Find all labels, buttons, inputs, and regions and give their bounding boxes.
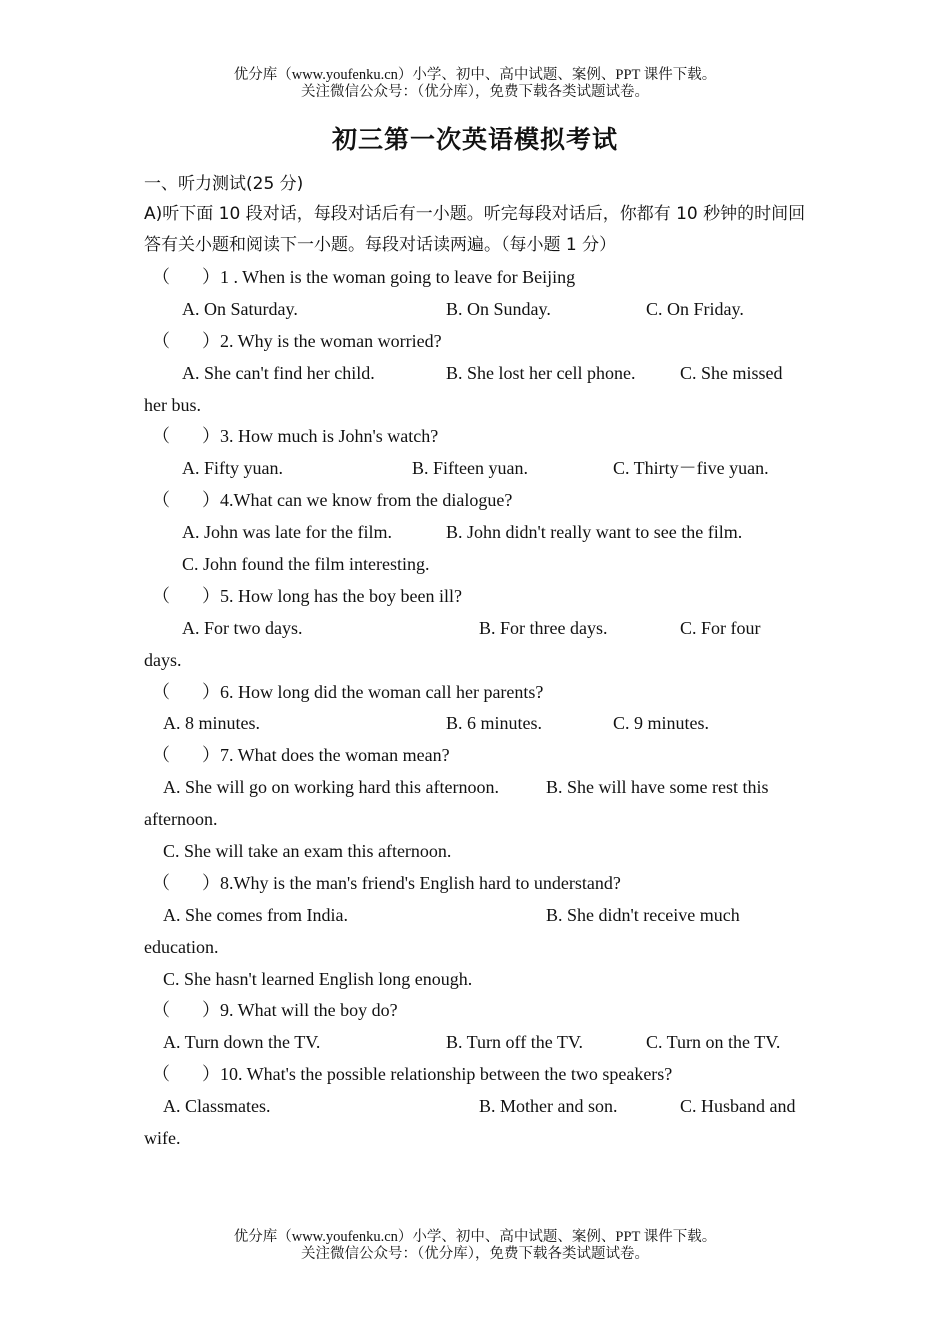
question-4 [144, 485, 824, 517]
options-row [144, 900, 824, 932]
option-c: C. John found the film interesting. [182, 554, 430, 575]
option-b: B. She lost her cell phone. [446, 362, 636, 383]
question-10 [144, 1059, 824, 1091]
option-a: A. On Saturday. [182, 298, 298, 319]
option-c: C. She hasn't learned English long enough. [163, 968, 473, 989]
option-a: A. 8 minutes. [163, 713, 260, 734]
answer-blank-open: （ [152, 681, 170, 702]
option-b: B. 6 minutes. [446, 713, 543, 734]
option-c: C. 9 minutes. [613, 713, 710, 734]
question-text: 4.What can we know from the dialogue? [220, 490, 513, 511]
option-continuation [144, 645, 824, 677]
answer-blank-open: （ [152, 426, 170, 447]
question-8 [144, 868, 824, 900]
option-b: B. For three days. [479, 617, 608, 638]
answer-blank-open: （ [152, 267, 170, 287]
answer-blank-close: ） [202, 872, 220, 893]
header-line-1: 优分库（www.youfenku.cn）小学、初中、高中试题、案例、PPT 课件下载。 [233, 67, 717, 83]
answer-blank-close: ） [202, 330, 220, 351]
option-c: C. For four [680, 617, 761, 638]
question-7 [144, 740, 824, 772]
option-a: A. Turn down the TV. [163, 1032, 321, 1053]
option-c-continued: days. [144, 649, 182, 670]
option-c: C. She will take an exam this afternoon. [163, 841, 452, 862]
option-b: B. On Sunday. [446, 298, 551, 319]
options-row [144, 1027, 824, 1059]
answer-blank-close: ） [202, 267, 220, 287]
answer-blank-close: ） [202, 681, 220, 702]
answer-blank-open: （ [152, 1000, 170, 1021]
answer-blank-open: （ [152, 1064, 170, 1085]
option-continuation [144, 932, 824, 964]
answer-blank-close: ） [202, 1064, 220, 1085]
answer-blank-close: ） [202, 585, 220, 606]
option-a: A. Classmates. [163, 1096, 271, 1117]
option-c-continued: wife. [144, 1128, 181, 1149]
options-row [144, 549, 824, 581]
section-heading: 一、听力测试(25 分) [144, 174, 304, 194]
options-row [144, 1091, 824, 1123]
page-title: 初三第一次英语模拟考试 [331, 125, 618, 154]
option-a: A. Fifty yuan. [182, 458, 283, 479]
option-b: B. Mother and son. [479, 1096, 618, 1117]
option-c-continued: her bus. [144, 394, 201, 415]
options-row [144, 294, 824, 326]
question-5 [144, 581, 824, 613]
footer-line-1: 优分库（www.youfenku.cn）小学、初中、高中试题、案例、PPT 课件下载。 [233, 1229, 717, 1245]
option-continuation [144, 1123, 824, 1155]
question-2 [144, 326, 824, 358]
answer-blank-open: （ [152, 872, 170, 893]
question-text: 5. How long has the boy been ill? [220, 585, 462, 606]
option-b: B. Fifteen yuan. [412, 458, 528, 479]
option-b-continued: education. [144, 936, 219, 957]
answer-blank-close: ） [202, 745, 220, 766]
page-header [0, 67, 950, 101]
option-a: A. John was late for the film. [182, 522, 392, 543]
question-list [144, 262, 824, 1155]
answer-blank-open: （ [152, 490, 170, 511]
option-b: B. Turn off the TV. [446, 1032, 584, 1053]
option-c: C. She missed [680, 362, 783, 383]
option-c: C. Turn on the TV. [646, 1032, 781, 1053]
question-text: 9. What will the boy do? [220, 1000, 398, 1021]
options-row [144, 772, 824, 804]
question-text: 6. How long did the woman call her parents? [220, 681, 544, 702]
options-row [144, 708, 824, 740]
footer-line-2: 关注微信公众号：（优分库），免费下载各类试题试卷。 [301, 1246, 649, 1262]
options-row [144, 836, 824, 868]
question-9 [144, 995, 824, 1027]
option-continuation [144, 804, 824, 836]
question-text: 1 . When is the woman going to leave for Beijing [220, 267, 576, 287]
question-text: 2. Why is the woman worried? [220, 330, 442, 351]
instructions: A)听下面 10 段对话，每段对话后有一小题。听完每段对话后，你都有 10 秒钟的时间回答有关小题和阅读下一小题。每段对话读两遍。（每小题 1 分） [144, 204, 806, 255]
answer-blank-close: ） [202, 426, 220, 447]
option-a: A. She comes from India. [163, 904, 348, 925]
option-a: A. She will go on working hard this afternoon. [163, 777, 499, 798]
option-b-continued: afternoon. [144, 809, 218, 830]
option-a: A. She can't find her child. [182, 362, 375, 383]
options-row [144, 964, 824, 996]
question-6 [144, 677, 824, 709]
option-continuation [144, 390, 824, 422]
question-text: 7. What does the woman mean? [220, 745, 450, 766]
options-row [144, 358, 824, 390]
option-a: A. For two days. [182, 617, 303, 638]
question-text: 10. What's the possible relationship between the two speakers? [220, 1064, 673, 1085]
question-text: 8.Why is the man's friend's English hard to understand? [220, 872, 621, 893]
option-c: C. Husband and [680, 1096, 796, 1117]
header-line-2: 关注微信公众号：（优分库），免费下载各类试题试卷。 [301, 84, 649, 100]
option-c: C. Thirty－five yuan. [613, 458, 769, 479]
page-footer [0, 1229, 950, 1263]
options-row [144, 453, 824, 485]
question-text: 3. How much is John's watch? [220, 426, 439, 447]
answer-blank-open: （ [152, 745, 170, 766]
question-3 [144, 421, 824, 453]
answer-blank-close: ） [202, 490, 220, 511]
answer-blank-close: ） [202, 1000, 220, 1021]
options-row [144, 613, 824, 645]
question-1 [144, 262, 824, 294]
option-b: B. She didn't receive much [546, 904, 740, 925]
option-c: C. On Friday. [646, 298, 744, 319]
answer-blank-open: （ [152, 330, 170, 351]
answer-blank-open: （ [152, 585, 170, 606]
option-b: B. John didn't really want to see the film. [446, 522, 743, 543]
option-b: B. She will have some rest this [546, 777, 769, 798]
options-row [144, 517, 824, 549]
